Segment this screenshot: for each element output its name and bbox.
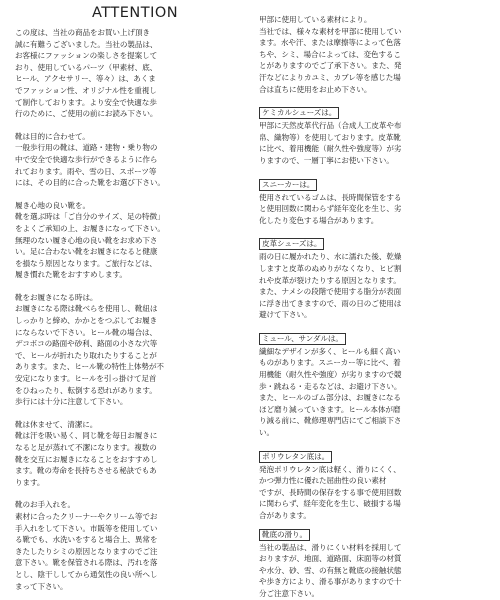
text-line: 靴をお履きになる時は。 xyxy=(15,292,98,302)
text-line: 使用されているゴムは、長時間保管をする xyxy=(259,192,402,202)
text-line: て制作しております。より安全で快適な歩 xyxy=(15,97,157,107)
page-title: ATTENTION xyxy=(92,5,179,21)
text-line: 意下さい。靴を保管される際は、汚れを落 xyxy=(15,558,158,568)
text-line: い。 xyxy=(259,428,274,438)
right-column xyxy=(259,14,485,600)
text-line: 帛、織物等）を使用しております。皮革靴 xyxy=(259,132,401,142)
text-line: い。足に合わない靴をお履きになると健康 xyxy=(15,247,158,257)
text-line: ります。 xyxy=(15,477,45,487)
text-line: また、ナメシの段階で使用する脂分が表面 xyxy=(259,287,402,297)
text-line: ヒール、アクセサリー、等々）は、あくま xyxy=(15,74,156,84)
text-line: ます。水や汗、または摩擦等によって色落 xyxy=(259,38,401,48)
text-line: をよくご承知の上、お履きになって下さい。 xyxy=(15,223,165,233)
text-line: あります。また、ヒール靴の特性上体勢が不 xyxy=(15,362,164,372)
text-line: には、その目的に合った靴をお選び下さい。 xyxy=(15,178,165,188)
text-line: 靴を選ぶ時は「ご自分のサイズ、足の特徴」 xyxy=(15,212,165,222)
text-line: 履き心地の良い靴を。 xyxy=(15,200,90,210)
text-line: 靴のお手入れを。 xyxy=(15,500,75,510)
text-line: ます。靴の寿命を長持ちさせる秘訣でもあ xyxy=(15,466,157,476)
text-line: しますと皮革のぬめりがなくなり、ヒビ割 xyxy=(259,263,402,273)
heading-polyurethane-sole: ポリウレタン底は。 xyxy=(259,451,332,463)
text-line: 当社の製品は、滑りにくい材料を採用して xyxy=(259,542,402,552)
text-line: を損なう原因となります。ご旅行などは、 xyxy=(15,258,157,268)
text-line: とがありますのでご了承下さい。また、発 xyxy=(259,61,402,71)
text-line: 一般歩行用の靴は、道路・建物・乗り物の xyxy=(15,143,158,153)
text-line: に比べ、着用機能（耐久性や強度等）が劣 xyxy=(259,144,402,154)
text-line: で、ヒールが折れたり取れたりすることが xyxy=(15,350,157,360)
text-line: 分ご注意下さい。 xyxy=(259,588,319,598)
text-line: 安定になります。ヒールを引っ掛けて足首 xyxy=(15,374,157,384)
section-polyurethane-sole xyxy=(259,464,485,522)
heading-mules-sandals: ミュール、サンダルは。 xyxy=(259,333,346,345)
section-leather-shoes xyxy=(259,251,485,321)
text-line: 発泡ポリウレタン底は軽く、滑りにくく、 xyxy=(259,464,401,474)
intro-section xyxy=(15,27,240,120)
text-line: る靴でも、水洗いをすると場合上、異常を xyxy=(15,535,158,545)
text-line: なると足が蒸れて不潔になります。複数の xyxy=(15,443,157,452)
left-column xyxy=(15,27,240,592)
text-line: 甲部に使用している素材により。 xyxy=(259,15,372,24)
section-rest-clean xyxy=(15,419,240,489)
text-line: ちや、シミ、場合によっては、変色するこ xyxy=(259,49,401,59)
text-line: や歩き方により、滑る事がありますので十 xyxy=(259,577,402,587)
text-line: おり、使用しているパーツ（甲素材、底、 xyxy=(15,62,158,72)
text-line: と使用回数に関わらず経年変化を生じ、劣 xyxy=(259,204,402,214)
text-line: お客様にファッションの楽しさを提案して xyxy=(15,51,158,61)
text-line: 歩行には十分に注意して下さい。 xyxy=(15,397,128,407)
text-line: でファッション性、オリジナル性を重視し xyxy=(15,85,157,95)
heading-sneakers: スニーカーは。 xyxy=(259,179,317,191)
heading-leather-shoes: 皮革シューズは。 xyxy=(259,238,324,250)
text-line: 靴は目的に合わせて。 xyxy=(15,131,90,141)
text-line: きたしたりシミの原因となりますのでご注 xyxy=(15,546,158,556)
text-line: 履き慣れた靴をおすすめします。 xyxy=(15,270,127,280)
text-line: 手入れをして下さい。市販等を使用してい xyxy=(15,523,158,533)
section-care xyxy=(15,499,240,592)
text-line: 靴を交互にお履きになることをおすすめし xyxy=(15,454,158,464)
text-line: 化したり変色する場合があります。 xyxy=(259,215,379,225)
text-line: デコボコの路面や砂利、路面の小さな穴等 xyxy=(15,339,158,349)
text-line: ほど磨り減っていきます。ヒール本体が磨 xyxy=(259,404,401,414)
section-sneakers xyxy=(259,192,485,227)
text-line: かつ弾力性に優れた屈曲性の良い素材 xyxy=(259,476,387,486)
text-line: まって下さい。 xyxy=(15,581,68,591)
text-line: れや皮革が裂けたりする原因となります。 xyxy=(259,275,401,285)
text-line: 甲部に天然皮革代行品（合成人工皮革や布 xyxy=(259,121,402,131)
text-line: に関わらず、経年変化を生じ、破損する場 xyxy=(259,499,401,509)
text-line: りますので、一層丁寧にお使い下さい。 xyxy=(259,155,394,165)
text-line: とし、陰干ししてから通気性の良い所へし xyxy=(15,569,158,579)
text-line: をひねったり、転倒する恐れがあります。 xyxy=(15,385,157,395)
heading-chemical-shoes: ケミカルシューズは。 xyxy=(259,107,339,119)
text-line: 誠に有難うございました。当社の製品は、 xyxy=(15,39,158,49)
text-line: 避けて下さい。 xyxy=(259,310,312,320)
section-upper-material xyxy=(259,14,485,95)
text-line: や水分、砂、雪、の有無と靴底の接触状態 xyxy=(259,565,402,575)
text-line: お履きになる際は靴べらを使用し、靴紐は xyxy=(15,304,158,314)
text-line: 繊細なデザインが多く、ヒールも細く高い xyxy=(259,346,401,356)
text-line: おりますが、地面、道路面、床面等の材質 xyxy=(259,554,402,564)
text-line: ものがあります。スニーカー等に比べ、着 xyxy=(259,358,401,368)
text-line: 用機能（耐久性や強度）が劣りますので競 xyxy=(259,370,402,380)
text-line: また、ヒールのゴム部分は、お履きになる xyxy=(259,393,401,403)
section-wearing xyxy=(15,292,240,408)
text-line: 行のために、ご使用の前にお読み下さい。 xyxy=(15,109,158,119)
text-line: 汗などによりカユミ、カブレ等を感じた場 xyxy=(259,72,401,82)
text-line: 素材に合ったクリーナーやクリーム等でお xyxy=(15,511,158,521)
text-line: にならないで下さい。ヒール靴の場合は、 xyxy=(15,327,157,337)
section-purpose xyxy=(15,131,240,189)
text-line: り減る前に、靴修理専門店にてご相談下さ xyxy=(259,416,402,426)
text-line: 当社では、様々な素材を甲部に使用してい xyxy=(259,26,402,36)
text-line: 無理のない履き心地の良い靴をお求め下さ xyxy=(15,235,158,245)
text-line: しっかりと締め、かかとをつぶしてお履き xyxy=(15,316,158,326)
text-line: 中で安全で快適な歩行ができるように作ら xyxy=(15,154,158,164)
text-line: 靴は休ませて、清潔に。 xyxy=(15,419,98,429)
text-line: 合は直ちに使用をお止め下さい。 xyxy=(259,84,372,94)
text-line: れております。雨や、雪の日、スポーツ等 xyxy=(15,166,157,176)
text-line: 雨の日に履かれたり、水に濡れた後、乾燥 xyxy=(259,252,402,262)
text-line: 靴は汗を吸い易く、同じ靴を毎日お履きに xyxy=(15,431,158,441)
text-line: ですが、長時間の保存をする事で使用回数 xyxy=(259,487,402,497)
section-chemical-shoes xyxy=(259,120,485,166)
section-sole-slip xyxy=(259,542,485,600)
text-line: 合があります。 xyxy=(259,511,311,520)
text-line: 歩・跳ねる・走るなどは、お避け下さい。 xyxy=(259,381,402,391)
text-line: に浮き出てきますので、雨の日のご使用は xyxy=(259,298,402,308)
text-line: この度は、当社の商品をお買い上げ頂き xyxy=(15,28,150,37)
section-comfort xyxy=(15,200,240,281)
heading-sole-slip: 靴底の滑り。 xyxy=(259,529,310,541)
section-mules-sandals xyxy=(259,346,485,439)
